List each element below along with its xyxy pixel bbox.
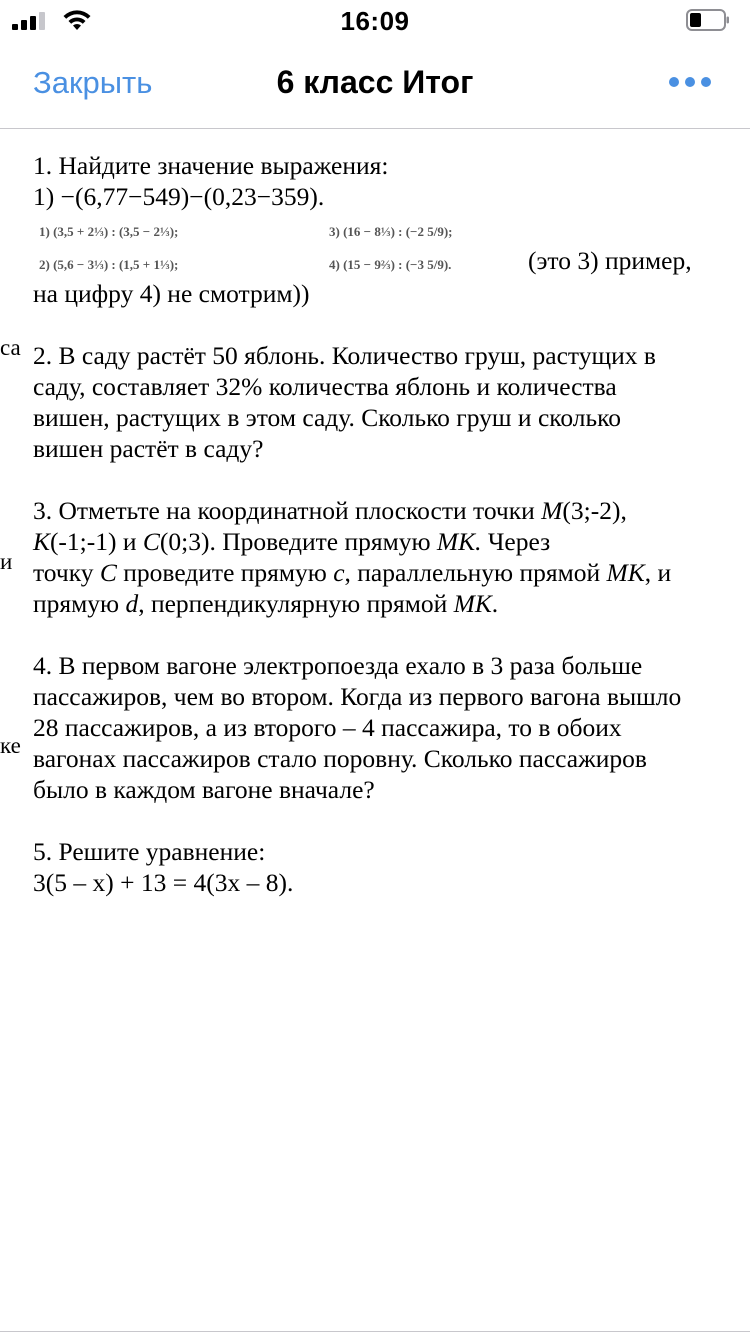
task5-heading: 5. Решите уравнение: (33, 837, 266, 866)
task4-line: пассажиров, чем во втором. Когда из первого вагона вышло (33, 682, 682, 711)
task3-line: точку С проведите прямую с, параллельную прямой МК, и (33, 558, 672, 587)
clipped-text-fragment: ке (0, 733, 21, 758)
document-content (33, 150, 733, 898)
task1-heading: 1. Найдите значение выражения: (33, 151, 389, 180)
task1-expression: 1) −(6,77−549)−(0,23−359). (33, 182, 325, 211)
status-time: 16:09 (340, 6, 410, 36)
task1-image-row-1 (33, 212, 733, 245)
task1-item-4: 4) (15 − 9⅔) : (−3 5/9). (329, 257, 452, 272)
task2-line: вишен, растущих в этом саду. Сколько груш и сколько (33, 403, 621, 432)
task2-line: саду, составляет 32% количества яблонь и количества (33, 372, 617, 401)
status-bar (0, 0, 750, 40)
page-title: 6 класс Итог (276, 64, 474, 100)
clipped-text-fragment: и (0, 549, 13, 574)
task1-note: на цифру 4) не смотрим)) (33, 279, 310, 308)
task3-line: прямую d, перпендикулярную прямой МК. (33, 589, 499, 618)
task2-line: вишен растёт в саду? (33, 434, 264, 463)
task4-line: вагонах пассажиров стало поровну. Сколько пассажиров (33, 744, 647, 773)
more-options-icon[interactable] (668, 74, 712, 90)
close-button[interactable]: Закрыть (33, 65, 153, 100)
task1-item-1: 1) (3,5 + 2⅓) : (3,5 − 2⅓); (39, 224, 179, 239)
task3-line: К(-1;-1) и С(0;3). Проведите прямую МК. Через (33, 527, 551, 556)
task4-line: 4. В первом вагоне электропоезда ехало в 3 раза больше (33, 651, 643, 680)
navigation-bar (0, 40, 750, 129)
task4-line: 28 пассажиров, а из второго – 4 пассажира, то в обоих (33, 713, 622, 742)
task1-item-2: 2) (5,6 − 3⅓) : (1,5 + 1⅓); (39, 257, 179, 272)
task3-line: 3. Отметьте на координатной плоскости точки М(3;-2), (33, 496, 627, 525)
task1-image-row-2 (33, 245, 733, 278)
battery-icon (686, 9, 730, 31)
bottom-divider (0, 1331, 750, 1332)
clipped-text-fragment: са (0, 335, 21, 360)
task5-equation: 3(5 – x) + 13 = 4(3x – 8). (33, 868, 294, 897)
task4-line: было в каждом вагоне вначале? (33, 775, 375, 804)
task1-note-tail: (это 3) пример, (528, 246, 692, 275)
task1-item-3: 3) (16 − 8⅓) : (−2 5/9); (329, 224, 453, 239)
task2-line: 2. В саду растёт 50 яблонь. Количество груш, растущих в (33, 341, 656, 370)
